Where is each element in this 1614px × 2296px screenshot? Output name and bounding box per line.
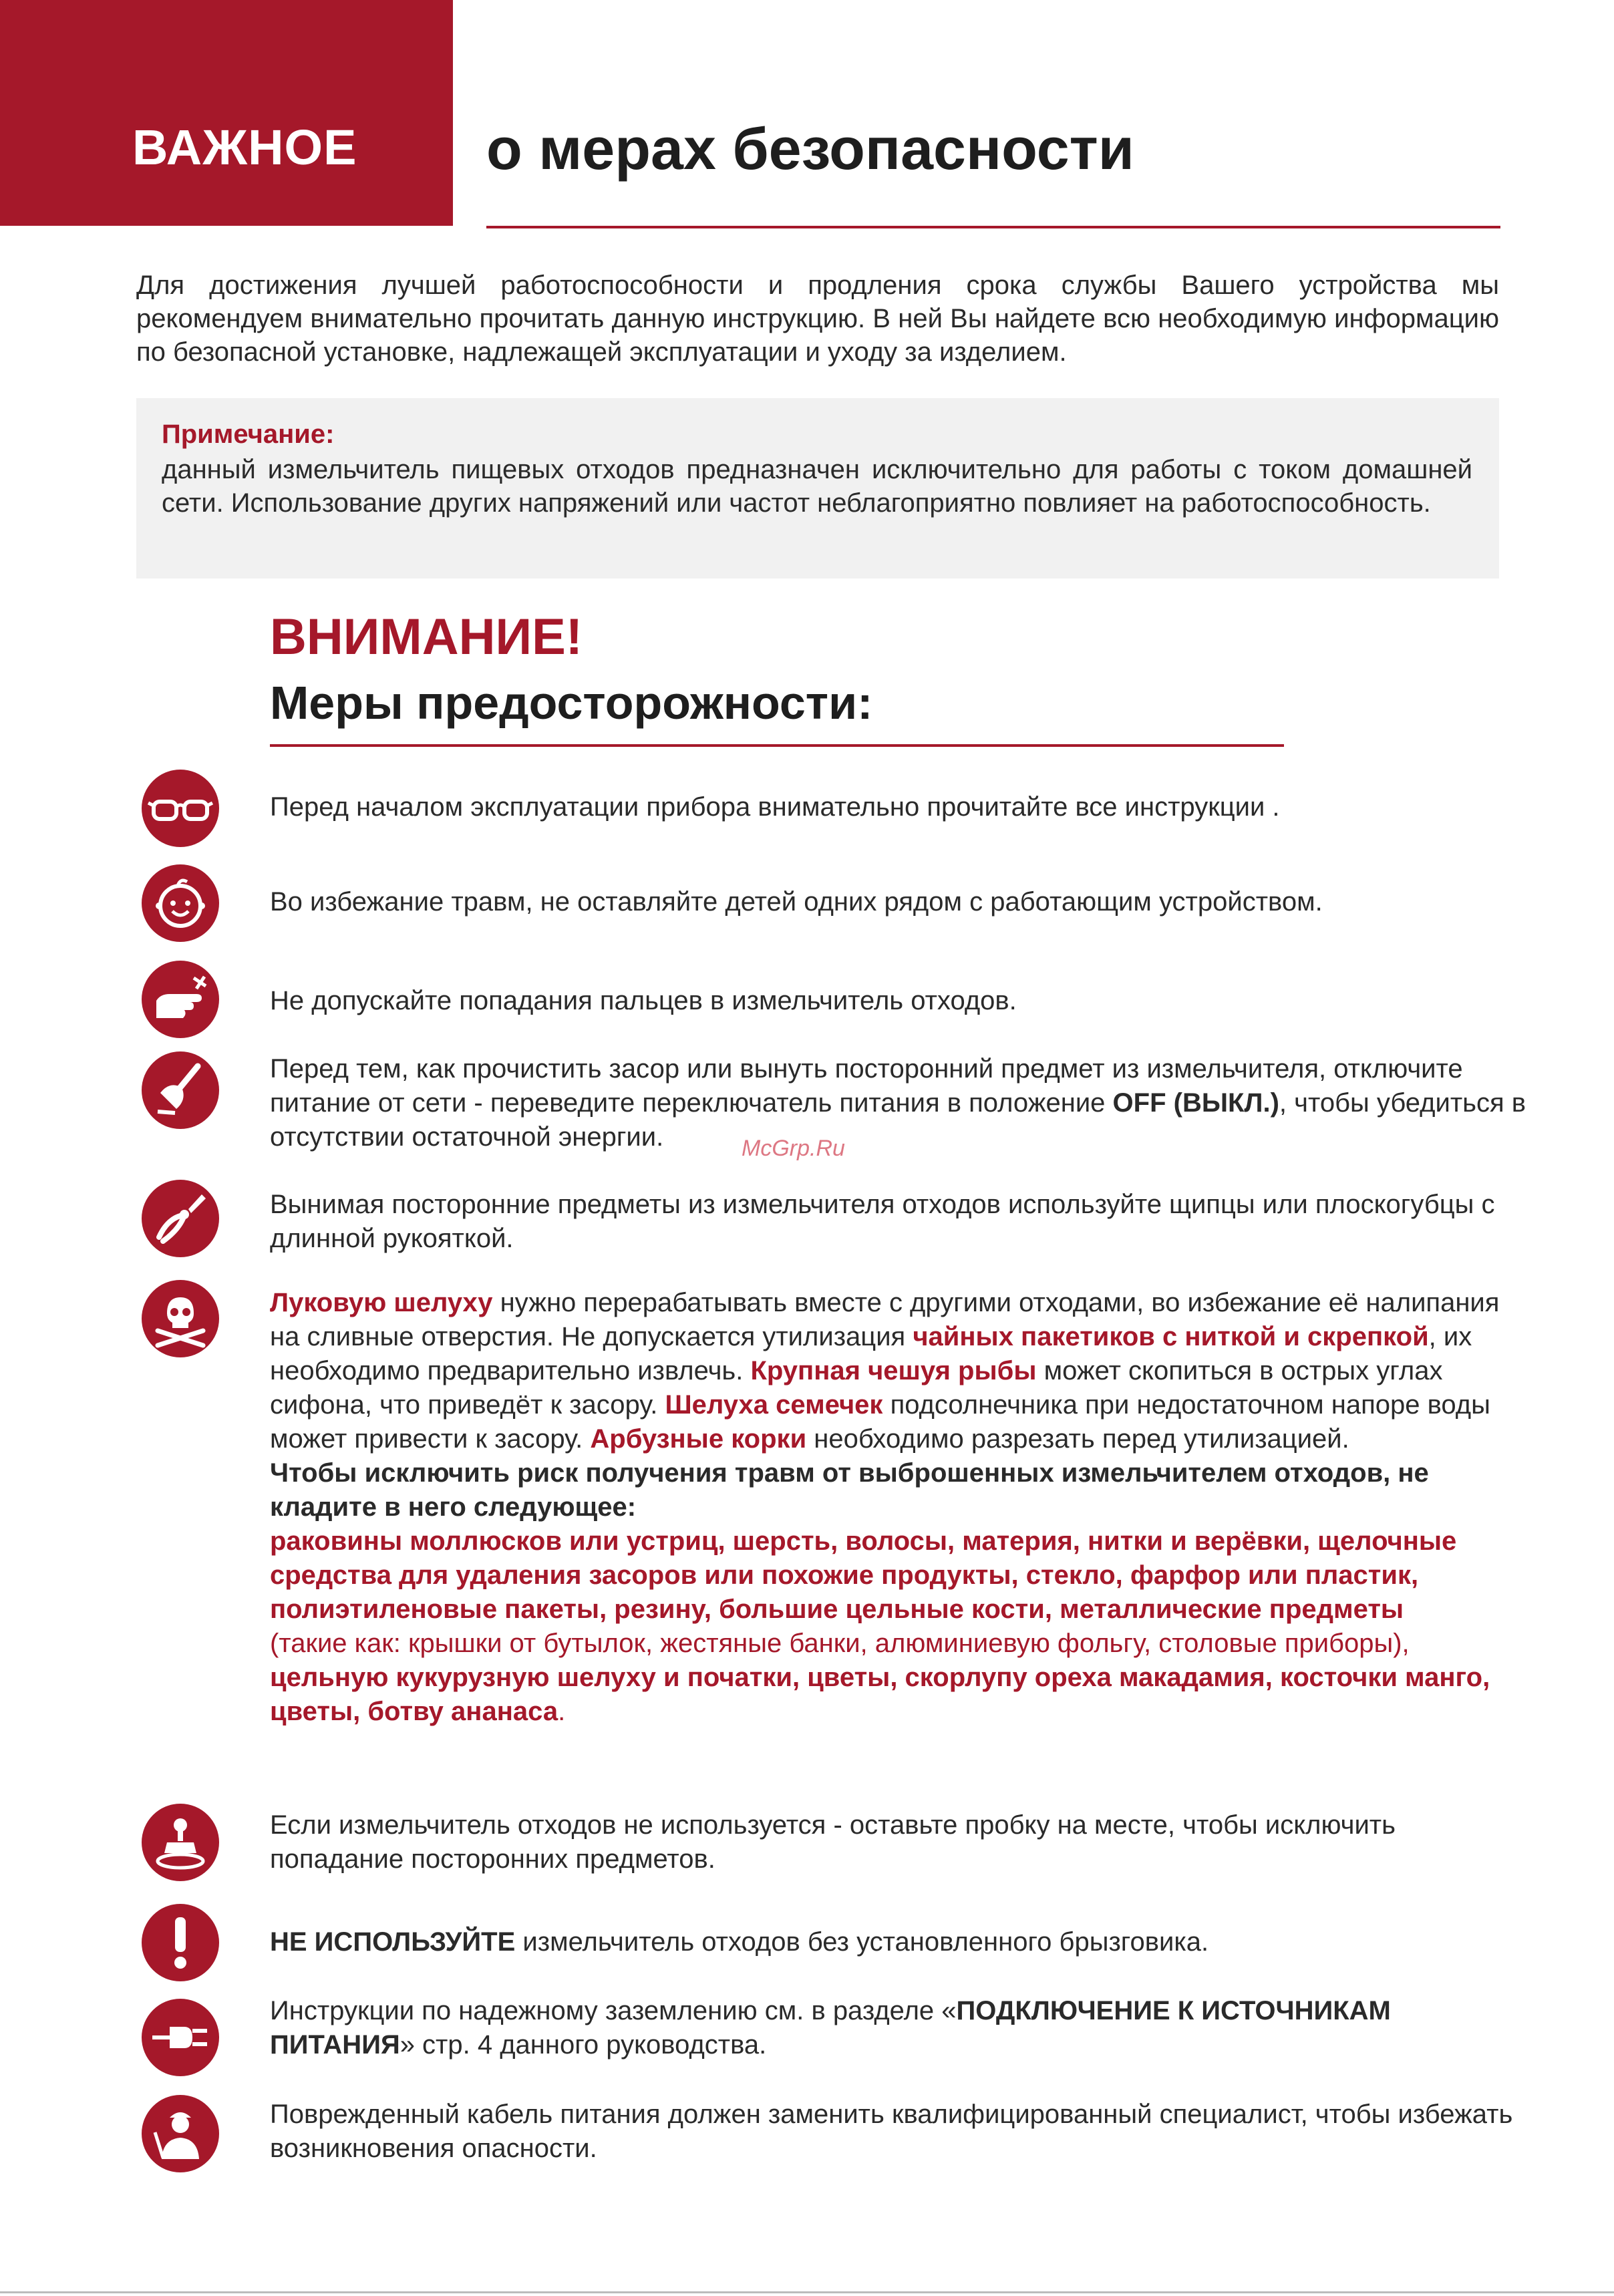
technician-icon bbox=[140, 2094, 220, 2174]
power-plug-icon bbox=[140, 1997, 220, 2078]
item-prohibited-waste: Луковую шелуху нужно перерабатывать вместе с другими отходами, во избежание её налипания на сливные отверстия. Не допускается утилизация чайных пакетиков с ниткой и скрепкой, их необходимо предварительно извлечь. Крупная чешуя рыбы может скопиться в острых углах сифона, что приведёт к засору. Шелуха семечек подсолнечника при недостаточном напоре воды может привести к засору. Арбузные корки необходимо разрезать перед утилизацией. Чтобы исключить риск получения травм от выброшенных измельчителем отходов, не кладите в него следующее: раковины моллюсков или устриц, шерсть, волосы, материя, нитки и верёвки, щелочные средства для удаления засоров или похожие продукты, стекло, фарфор или пластик, полиэтиленовые пакеты, резину, большие цельные кости, металлические предметы (такие как: крышки от бутылок, жестяные банки, алюминиевую фольгу, столовые приборы), цельную кукурузную шелуху и початки, цветы, скорлупу ореха макадамия, косточки манго, цветы, ботву ананаса. bbox=[270, 1288, 1500, 1726]
warning-divider bbox=[270, 744, 1284, 747]
item-keep-stopper: Если измельчитель отходов не используется - оставьте пробку на месте, чтобы исключить попадание посторонних предметов. bbox=[270, 1810, 1396, 1874]
item-splash-guard: НЕ ИСПОЛЬЗУЙТЕ измельчитель отходов без установленного брызговика. bbox=[270, 1927, 1209, 1957]
intro-paragraph: Для достижения лучшей работоспособности и продления срока службы Вашего устройства мы рекомендуем внимательно прочитать данную инструкцию. В ней Вы найдете всю необходимую информацию по безопасной установке, надлежащей эксплуатации и уходу за изделием. bbox=[136, 271, 1499, 367]
page-title: о мерах безопасности bbox=[486, 116, 1134, 182]
note-box bbox=[136, 398, 1499, 579]
item-use-pliers: Вынимая посторонние предметы из измельчителя отходов используйте щипцы или плоскогубцы с длинной рукояткой. bbox=[270, 1190, 1495, 1253]
header-badge: ВАЖНОЕ bbox=[132, 120, 357, 175]
watermark: McGrp.Ru bbox=[742, 1136, 845, 1161]
glasses-icon bbox=[140, 768, 220, 848]
header-badge-block bbox=[0, 0, 453, 226]
plunger-icon bbox=[140, 1050, 220, 1130]
item-children-warning: Во избежание травм, не оставляйте детей одних рядом с работающим устройством. bbox=[270, 887, 1323, 917]
skull-crossbones-icon bbox=[140, 1279, 220, 1359]
note-text: данный измельчитель пищевых отходов предназначен исключительно для работы с током домашней сети. Использование других напряжений или частот неблагоприятно повлияет на работоспособность. bbox=[162, 455, 1472, 518]
header-divider bbox=[486, 226, 1500, 228]
child-face-icon bbox=[140, 863, 220, 943]
warning-title: ВНИМАНИЕ! bbox=[270, 609, 583, 665]
item-grounding-instructions: Инструкции по надежному заземлению см. в разделе «ПОДКЛЮЧЕНИЕ К ИСТОЧНИКАМ ПИТАНИЯ» стр. 4 данного руководства. bbox=[270, 1996, 1391, 2060]
item-cable-replacement: Поврежденный кабель питания должен заменить квалифицированный специалист, чтобы избежать возникновения опасности. bbox=[270, 2100, 1513, 2163]
item-fingers-warning: Не допускайте попадания пальцев в измельчитель отходов. bbox=[270, 986, 1017, 1015]
bottom-divider bbox=[0, 2291, 1614, 2293]
item-power-off-before-cleaning: Перед тем, как прочистить засор или вынуть посторонний предмет из измельчителя, отключите питание от сети - переведите переключатель питания в положение OFF (ВЫКЛ.), чтобы убедиться в отсутствии остаточной энергии. bbox=[270, 1054, 1526, 1152]
exclamation-icon bbox=[140, 1903, 220, 1983]
warning-subtitle: Меры предосторожности: bbox=[270, 677, 873, 729]
item-read-instructions: Перед началом эксплуатации прибора внимательно прочитайте все инструкции . bbox=[270, 792, 1280, 822]
pliers-icon bbox=[140, 1178, 220, 1259]
hand-icon bbox=[140, 959, 220, 1039]
note-title: Примечание: bbox=[162, 420, 335, 449]
stopper-icon bbox=[140, 1802, 220, 1882]
